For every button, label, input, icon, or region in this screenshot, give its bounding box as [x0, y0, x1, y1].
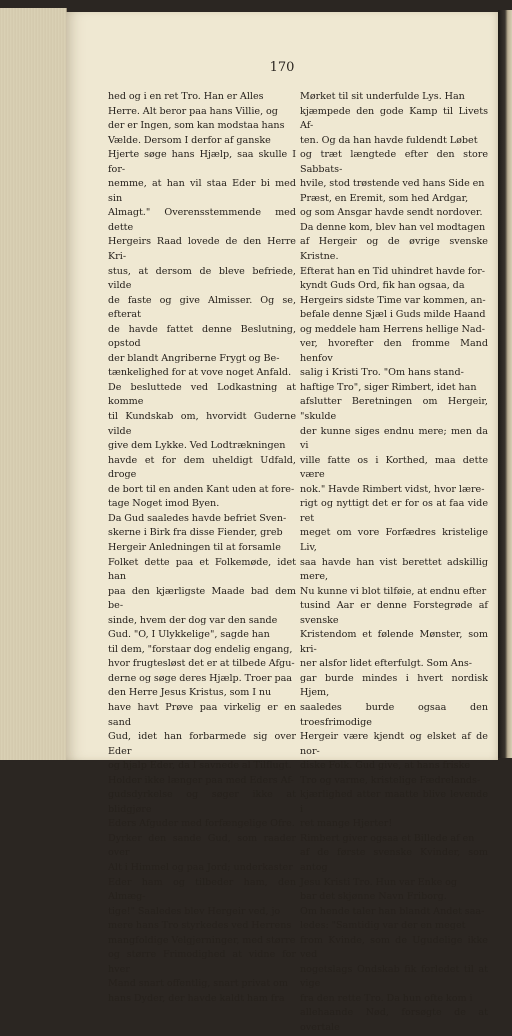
text-column-left: hed og i en ret Tro. Han er Alles Herre. Alt beror paa hans Villie, og der er Ingen, som kan modstaa hans Vælde. Dersom I derfor af ganske Hjerte søge hans Hjælp, saa skulle I for- nemme, at han vil staa Eder bi med sin Almagt." Overensstemmende med dette Hergeirs Raad lovede de den Herre Kri- stus, at dersom de bleve befriede, vilde de faste og give Almisser. Og se, efterat de havde fattet denne Beslutning, opstod der blandt Angriberne Frygt og Be- tænkelighed for at vove noget Anfald. De besluttede ved Lodkastning at komme til Kundskab om, hvorvidt Guderne vilde give dem Lykke. Ved Lodtrækningen havde et for dem uheldigt Udfald, droge de bort til en anden Kant uden at fore- tage Noget imod Byen. Da Gud saaledes havde befriet Sven- skerne i Birk fra disse Fiender, greb Hergeir Anledningen til at forsamle Folket dette paa et Folkemøde, idet han paa den kjærligste Maade bad dem be- sinde, hvem der dog var den sande Gud. "O, I Ulykkelige", sagde han til dem, "forstaar dog endelig engang, hvor frugtesløst det er at tilbede Afgu- derne og søge deres Hjælp. Troer paa den Herre Jesus Kristus, som I nu have havt Prøve paa virkelig er en sand Gud, idet han forbarmede sig over Eder og hjalp Eder, da I savnede al Tilflugt. Holder ikke længer paa med Eders Af- gudsdyrkelse og søger ikke at blidgjøre Eders Afguder med forfængelige Ofre. Dyrker den sande Gud, som raader over Alt i Himmel og paa Jord; underkaster Eder ham og tilbeder ham, den Almæg- tige!" Saaledes blev Hergeir ved, jo mere hans Tro styrkedes ved Herrens mangfoldige Velgjerninger, med større og større Frimodighed at vidne for hver Mand snart offentlig, snart privat om hans Dyder, der havde kaldt ham fra — [108, 91, 296, 1004]
book-spine-edge — [498, 10, 512, 758]
book-page — [66, 12, 498, 1033]
stacked-page-edges — [0, 8, 67, 760]
text-column-right: Mørket til sit underfulde Lys. Han kjæmpede den gode Kamp til Livets Af- ten. Og da han havde fuldendt Løbet og træt længtede efter den store Sabbats- hvile, stod trøstende ved hans Side en Præst, en Eremit, som hed Ardgar, og som Ansgar havde sendt nordover. Da denne kom, blev han vel modtagen af Hergeir og de øvrige svenske Kristne. Efterat han en Tid uhindret havde for- kyndt Guds Ord, fik han ogsaa, da Hergeirs sidste Time var kommen, an- befale denne Sjæl i Guds milde Haand og meddele ham Herrens hellige Nad- ver, hvorefter den fromme Mand henfov salig i Kristi Tro. "Om hans stand- haftige Tro", siger Rimbert, idet han afslutter Beretningen om Hergeir, "skulde der kunne siges endnu mere; men da vi ville fatte os i Korthed, maa dette være nok." Havde Rimbert vidst, hvor lære- rigt og nyttigt det er for os at faa vide ret meget om vore Forfædres kristelige Liv, saa havde han vist berettet adskillig mere, Nu kunne vi blot tilføie, at endnu efter tusind Aar er denne Forstegrøde af svenske Kristendom et følende Mønster, som kri- ner alsfor lidet efterfulgt. Som Ans- gar burde mindes i hvert nordisk Hjem, saaledes burde ogsaa den troesfrimodige Hergeir være kjendt og elsket af de nor- diske Folk. Gud give, at hans friske Tro og varme, kristelige Fædrelands- kjærlighed atter maatte blive levende i ret mange Hjerter! Rimbert giver ogsaa et Billede af en af de første svenske Kvinder, som antog Jesu Kristi Tro. Hun var Enke og bar det skjønne Navn Friborg. Om hende taler han blandt Andet saa- ledes: "Samtidig var der en meget from Kvinde, som de Ugudelige ikke ved nogetslags Ondskab fik forledet til at vige fra den rette Tro. Da hun ofte kom i allehaande Nød, forsøgte de at overtale — [300, 91, 488, 1033]
page-number: 170 — [269, 60, 295, 75]
